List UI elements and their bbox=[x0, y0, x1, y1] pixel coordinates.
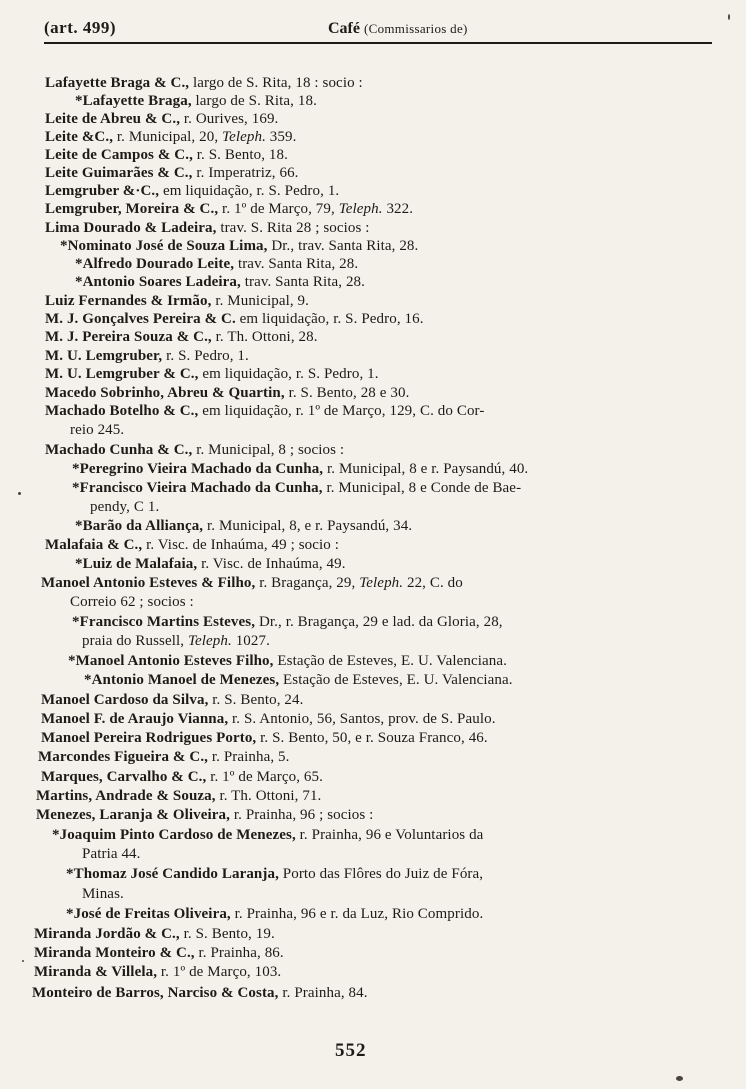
entry-text: 22, C. do bbox=[403, 575, 463, 591]
ink-speck bbox=[18, 492, 21, 495]
entry-name: *Peregrino Vieira Machado da Cunha, bbox=[72, 461, 324, 477]
directory-entry-line bbox=[82, 632, 270, 650]
entry-name: Marcondes Figueira & C., bbox=[38, 749, 209, 765]
page-header bbox=[44, 18, 712, 44]
directory-entry-line bbox=[75, 255, 358, 273]
entry-name: M. U. Lemgruber & C., bbox=[45, 366, 199, 382]
directory-entry-line bbox=[45, 365, 379, 383]
entry-text: r. Visc. de Inhaúma, 49 ; socio : bbox=[142, 537, 339, 553]
entry-name: Machado Botelho & C., bbox=[45, 403, 199, 419]
entry-text: r. 1º de Março, 103. bbox=[157, 964, 282, 980]
section-title-main: Café bbox=[328, 20, 360, 37]
entry-italic: Teleph. bbox=[338, 201, 383, 217]
entry-text: r. Prainha, 96 ; socios : bbox=[230, 807, 374, 823]
entry-name: *Barão da Alliança, bbox=[75, 518, 204, 534]
directory-entry-line bbox=[70, 593, 194, 611]
entry-text: r. Prainha, 96 e r. da Luz, Rio Comprido. bbox=[230, 906, 484, 922]
entry-text: r. S. Pedro, 1. bbox=[162, 348, 249, 364]
directory-entry-line bbox=[41, 768, 323, 786]
directory-entry-line bbox=[66, 865, 483, 883]
entry-name: Lima Dourado & Ladeira, bbox=[45, 220, 217, 236]
entry-name: Lafayette Braga & C., bbox=[45, 75, 190, 91]
entry-text: r. 1º de Março, 79, bbox=[218, 201, 339, 217]
entry-text: 322. bbox=[382, 201, 414, 217]
entry-name: Miranda & Villela, bbox=[34, 964, 158, 980]
directory-entry-line bbox=[34, 925, 275, 943]
article-number: (art. 499) bbox=[44, 18, 117, 37]
directory-entry-line bbox=[45, 200, 413, 218]
directory-entry-line bbox=[52, 826, 483, 844]
directory-entry-line bbox=[66, 905, 483, 923]
entry-text: Patria 44. bbox=[82, 846, 141, 862]
entry-text: r. Prainha, 96 e Voluntarios da bbox=[295, 827, 484, 843]
entry-text: largo de S. Rita, 18. bbox=[191, 93, 317, 109]
entry-text: r. S. Bento, 18. bbox=[192, 147, 288, 163]
directory-entry-line bbox=[72, 460, 528, 478]
entry-text: 359. bbox=[265, 129, 297, 145]
entry-text: r. 1º de Março, 65. bbox=[206, 769, 323, 785]
entry-name: Manoel Antonio Esteves & Filho, bbox=[41, 575, 256, 591]
directory-entry-line bbox=[32, 984, 368, 1002]
directory-entry-line bbox=[45, 347, 249, 365]
entry-text: r. Th. Ottoni, 71. bbox=[215, 788, 322, 804]
entry-name: *Luiz de Malafaia, bbox=[75, 556, 198, 572]
ink-speck bbox=[676, 1076, 683, 1081]
entry-name: M. J. Gonçalves Pereira & C. bbox=[45, 311, 236, 327]
entry-text: r. Prainha, 86. bbox=[194, 945, 284, 961]
directory-entry-line bbox=[41, 710, 496, 728]
entry-text: em liquidação, r. S. Pedro, 1. bbox=[159, 183, 340, 199]
entry-name: Monteiro de Barros, Narciso & Costa, bbox=[32, 985, 279, 1001]
entry-text: r. Municipal, 9. bbox=[211, 293, 309, 309]
entry-text: r. Visc. de Inhaúma, 49. bbox=[197, 556, 346, 572]
entry-name: M. J. Pereira Souza & C., bbox=[45, 329, 212, 345]
entry-text: r. Prainha, 5. bbox=[208, 749, 290, 765]
directory-entry-line bbox=[34, 944, 284, 962]
directory-entry-line bbox=[45, 328, 318, 346]
entry-text: Correio 62 ; socios : bbox=[70, 594, 194, 610]
entry-text: r. Municipal, 8 e Conde de Bae- bbox=[322, 480, 522, 496]
entry-name: *Antonio Soares Ladeira, bbox=[75, 274, 241, 290]
entry-text: r. Municipal, 8, e r. Paysandú, 34. bbox=[203, 518, 413, 534]
entry-text: Dr., trav. Santa Rita, 28. bbox=[267, 238, 419, 254]
entry-text: r. Prainha, 84. bbox=[278, 985, 368, 1001]
directory-entry-line bbox=[68, 652, 507, 670]
entry-text: praia do Russell, bbox=[82, 633, 188, 649]
entry-name: Manoel Pereira Rodrigues Porto, bbox=[41, 730, 257, 746]
entry-name: Manoel Cardoso da Silva, bbox=[41, 692, 209, 708]
directory-entry-line bbox=[75, 555, 346, 573]
directory-entry-line bbox=[72, 613, 503, 631]
directory-entry-line bbox=[90, 498, 159, 516]
entry-text: r. Imperatriz, 66. bbox=[192, 165, 299, 181]
directory-entry-line bbox=[45, 384, 409, 402]
directory-entry-line bbox=[75, 92, 317, 110]
directory-entry-line bbox=[36, 787, 321, 805]
directory-entry-line bbox=[45, 164, 299, 182]
directory-entry-line bbox=[45, 219, 370, 237]
entry-italic: Teleph. bbox=[359, 575, 404, 591]
entry-text: r. Th. Ottoni, 28. bbox=[211, 329, 318, 345]
entry-name: *José de Freitas Oliveira, bbox=[66, 906, 231, 922]
entry-text: largo de S. Rita, 18 : socio : bbox=[189, 75, 363, 91]
directory-entry-line bbox=[41, 729, 488, 747]
directory-entry-line bbox=[41, 574, 463, 592]
entry-text: r. Municipal, 8 ; socios : bbox=[192, 442, 345, 458]
entry-text: em liquidação, r. S. Pedro, 16. bbox=[235, 311, 424, 327]
directory-entry-line bbox=[72, 479, 521, 497]
entry-name: *Nominato José de Souza Lima, bbox=[60, 238, 268, 254]
ink-speck bbox=[22, 960, 24, 962]
section-title bbox=[328, 20, 468, 38]
directory-entry-line bbox=[84, 671, 513, 689]
entry-text: Minas. bbox=[82, 886, 124, 902]
entry-name: Marques, Carvalho & C., bbox=[41, 769, 207, 785]
ink-speck bbox=[728, 14, 730, 20]
directory-entry-line bbox=[38, 748, 290, 766]
entry-text: r. S. Bento, 24. bbox=[208, 692, 304, 708]
directory-entry-line bbox=[41, 691, 303, 709]
entry-text: 1027. bbox=[231, 633, 270, 649]
entry-name: Manoel F. de Araujo Vianna, bbox=[41, 711, 229, 727]
entry-name: Leite Guimarães & C., bbox=[45, 165, 193, 181]
directory-entry-line bbox=[75, 517, 412, 535]
entry-name: Lemgruber, Moreira & C., bbox=[45, 201, 219, 217]
directory-entry-line bbox=[75, 273, 365, 291]
directory-entry-line bbox=[45, 128, 296, 146]
entry-name: Leite de Campos & C., bbox=[45, 147, 193, 163]
entry-text: em liquidação, r. S. Pedro, 1. bbox=[198, 366, 379, 382]
entry-name: Miranda Monteiro & C., bbox=[34, 945, 195, 961]
entry-name: Macedo Sobrinho, Abreu & Quartin, bbox=[45, 385, 285, 401]
entry-name: *Joaquim Pinto Cardoso de Menezes, bbox=[52, 827, 296, 843]
directory-entry-line bbox=[45, 182, 339, 200]
entry-name: *Francisco Vieira Machado da Cunha, bbox=[72, 480, 323, 496]
entry-text: trav. S. Rita 28 ; socios : bbox=[216, 220, 370, 236]
entry-text: r. Municipal, 20, bbox=[113, 129, 223, 145]
entry-name: *Thomaz José Candido Laranja, bbox=[66, 866, 279, 882]
directory-entry-line bbox=[45, 441, 344, 459]
entry-text: Dr., r. Bragança, 29 e lad. da Gloria, 28, bbox=[255, 614, 503, 630]
entry-text: Estação de Esteves, E. U. Valenciana. bbox=[279, 672, 513, 688]
section-title-sub: (Commissarios de) bbox=[363, 21, 468, 36]
directory-entry-line bbox=[34, 963, 281, 981]
entry-name: *Lafayette Braga, bbox=[75, 93, 192, 109]
entry-text: r. Bragança, 29, bbox=[255, 575, 360, 591]
entry-name: Leite &C., bbox=[45, 129, 114, 145]
directory-entry-line bbox=[82, 845, 141, 863]
directory-entry-line bbox=[36, 806, 373, 824]
entry-name: Machado Cunha & C., bbox=[45, 442, 193, 458]
directory-entry-line bbox=[45, 310, 424, 328]
entry-text: r. S. Antonio, 56, Santos, prov. de S. Paulo. bbox=[228, 711, 496, 727]
entry-name: *Francisco Martins Esteves, bbox=[72, 614, 256, 630]
entry-name: *Manoel Antonio Esteves Filho, bbox=[68, 653, 274, 669]
directory-entry-line bbox=[45, 74, 363, 92]
entry-name: *Alfredo Dourado Leite, bbox=[75, 256, 235, 272]
entry-name: Miranda Jordão & C., bbox=[34, 926, 180, 942]
entry-name: Menezes, Laranja & Oliveira, bbox=[36, 807, 230, 823]
entry-name: M. U. Lemgruber, bbox=[45, 348, 163, 364]
entry-italic: Teleph. bbox=[222, 129, 266, 145]
entry-text: trav. Santa Rita, 28. bbox=[234, 256, 359, 272]
directory-entry-line bbox=[60, 237, 418, 255]
entry-text: r. S. Bento, 19. bbox=[179, 926, 275, 942]
directory-entry-line bbox=[45, 402, 484, 420]
entry-text: r. Ourives, 169. bbox=[180, 111, 279, 127]
entry-text: r. S. Bento, 50, e r. Souza Franco, 46. bbox=[256, 730, 488, 746]
entry-name: Luiz Fernandes & Irmão, bbox=[45, 293, 212, 309]
directory-entry-line bbox=[82, 885, 124, 903]
entry-name: *Antonio Manoel de Menezes, bbox=[84, 672, 280, 688]
directory-entry-line bbox=[45, 110, 278, 128]
entry-text: pendy, C 1. bbox=[90, 499, 160, 515]
entry-text: r. S. Bento, 28 e 30. bbox=[284, 385, 410, 401]
entry-name: Malafaia & C., bbox=[45, 537, 143, 553]
directory-entry-line bbox=[45, 536, 339, 554]
entry-text: trav. Santa Rita, 28. bbox=[240, 274, 366, 290]
directory-entry-line bbox=[70, 421, 124, 439]
entry-italic: Teleph. bbox=[187, 633, 232, 649]
entry-text: Porto das Flôres do Juiz de Fóra, bbox=[278, 866, 484, 882]
entry-name: Lemgruber &·C., bbox=[45, 183, 160, 199]
directory-entry-line bbox=[45, 292, 309, 310]
page-number: 552 bbox=[335, 1040, 367, 1061]
entry-name: Martins, Andrade & Souza, bbox=[36, 788, 216, 804]
entry-text: em liquidação, r. 1º de Março, 129, C. do Cor- bbox=[198, 403, 485, 419]
directory-entry-line bbox=[45, 146, 288, 164]
entry-text: r. Municipal, 8 e r. Paysandú, 40. bbox=[323, 461, 529, 477]
entry-text: Estação de Esteves, E. U. Valenciana. bbox=[273, 653, 507, 669]
entry-name: Leite de Abreu & C., bbox=[45, 111, 181, 127]
entry-text: reio 245. bbox=[70, 422, 125, 438]
